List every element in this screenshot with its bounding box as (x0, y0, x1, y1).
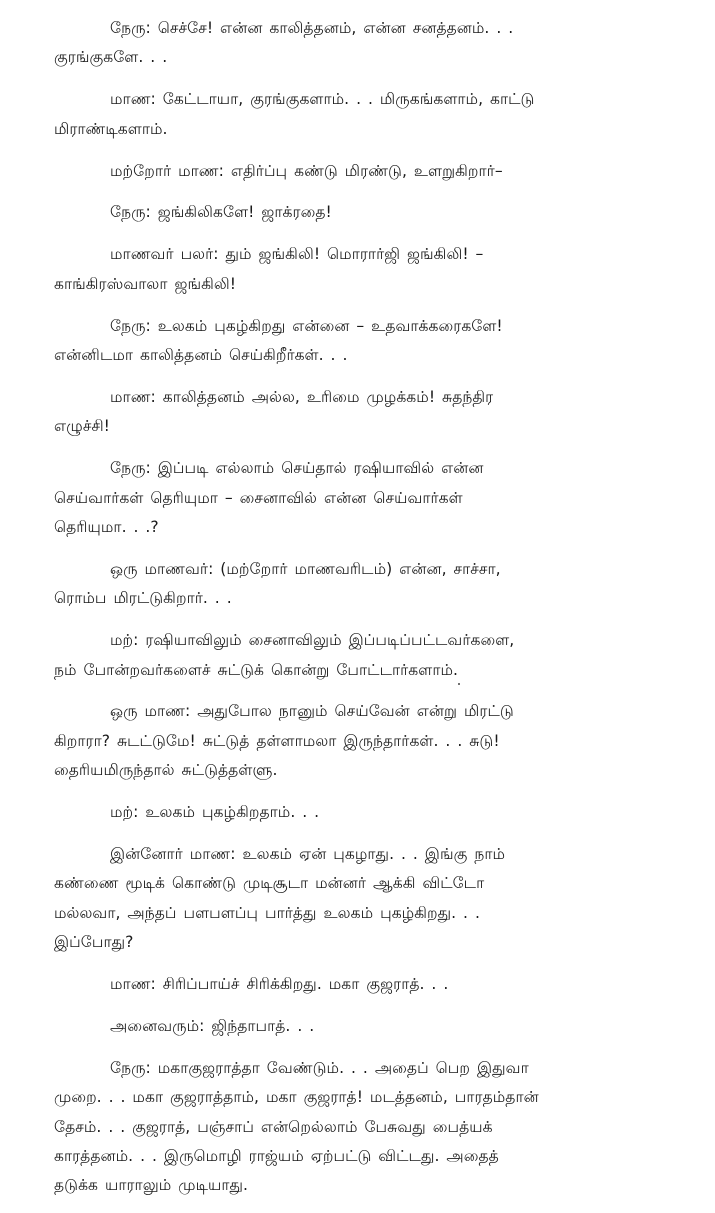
dialogue-paragraph (54, 157, 678, 186)
text-line: மற்: ரஷியாவிலும் சைனாவிலும் இப்படிப்பட்டவர்களை, (110, 631, 515, 650)
text-line: ரொம்ப மிரட்டுகிறார். . . (54, 589, 232, 608)
dialogue-text (54, 14, 678, 1213)
text-line: இன்னோர் மாண: உலகம் ஏன் புகழாது. . . இங்கு நாம் (110, 844, 506, 863)
text-line: தடுக்க யாராலும் முடியாது. (54, 1176, 248, 1195)
dialogue-paragraph (54, 697, 678, 785)
dialogue-paragraph (54, 1012, 678, 1041)
dialogue-paragraph (54, 840, 678, 958)
text-line: மற்றோர் மாண: எதிர்ப்பு கண்டு மிரண்டு, உளறுகிறார்– (110, 161, 503, 180)
text-line: மாண: கேட்டாயா, குரங்குகளாம். . . மிருகங்களாம், காட்டு (110, 90, 535, 109)
text-line: என்னிடமா காலித்தனம் செய்கிறீர்கள். . . (54, 346, 348, 365)
text-line: அனைவரும்: ஜிந்தாபாத். . . (110, 1016, 315, 1035)
text-line: கண்ணை மூடிக் கொண்டு முடிசூடா மன்னர் ஆக்கி விட்டோ (54, 874, 485, 893)
dialogue-paragraph (54, 14, 678, 73)
text-line: எழுச்சி! (54, 417, 110, 436)
text-line: மாண: காலித்தனம் அல்ல, உரிமை முழக்கம்! சுதந்திர (110, 387, 494, 406)
text-line: மல்லவா, அந்தப் பளபளப்பு பார்த்து உலகம் புகழ்கிறது. . . (54, 903, 480, 922)
text-line: நேரு: ஜங்கிலிகளே! ஜாக்ரதை! (110, 203, 332, 222)
text-line: மிராண்டிகளாம். (54, 119, 168, 138)
text-line: நேரு: மகாகுஜராத்தா வேண்டும். . . அதைப் பெற இதுவா (110, 1058, 529, 1077)
dialogue-paragraph (54, 85, 678, 144)
text-line: கிறாரா? சுடட்டுமே! சுட்டுத் தள்ளாமலா இருந்தார்கள். . . சுடு! (54, 731, 500, 750)
dialogue-paragraph (54, 798, 678, 827)
text-line: ஒரு மாணவர்: (மற்றோர் மாணவரிடம்) என்ன, சாச்சா, (110, 559, 501, 578)
text-line: தைரியமிருந்தால் சுட்டுத்தள்ளு. (54, 761, 278, 780)
dialogue-paragraph (54, 970, 678, 999)
text-line: காங்கிரஸ்வாலா ஜங்கிலி! (54, 274, 237, 293)
dialogue-paragraph (54, 1054, 678, 1201)
text-line: தெரியுமா. . .? (54, 517, 159, 536)
text-line: மற்: உலகம் புகழ்கிறதாம். . . (110, 803, 320, 822)
text-line: இப்போது? (54, 933, 134, 952)
text-line: நம் போன்றவர்களைச் சுட்டுக் கொன்று போட்டார்களாம். (54, 660, 458, 679)
dialogue-paragraph (54, 198, 678, 227)
dialogue-paragraph (54, 383, 678, 442)
text-line: குரங்குகளே. . . (54, 48, 168, 67)
text-line: செய்வார்கள் தெரியுமா – சைனாவில் என்ன செய்வார்கள் (54, 488, 463, 507)
text-line: முறை. . . மகா குஜராத்தாம், மகா குஜராத்! மடத்தனம், பாரதம்தான் (54, 1088, 539, 1107)
text-line: நேரு: உலகம் புகழ்கிறது என்னை – உதவாக்கரைகளே! (110, 316, 503, 335)
text-line: நேரு: செச்சே! என்ன காலித்தனம், என்ன சனத்தனம். . . (110, 19, 514, 37)
text-line: தேசம். . . குஜராத், பஞ்சாப் என்றெல்லாம் பேசுவது பைத்யக் (54, 1117, 493, 1136)
dialogue-paragraph (54, 555, 678, 614)
dialogue-paragraph (54, 240, 678, 299)
text-line: ஒரு மாண: அதுபோல நானும் செய்வேன் என்று மிரட்டு (110, 702, 514, 721)
dialogue-paragraph (54, 454, 678, 542)
text-line: நேரு: இப்படி எல்லாம் செய்தால் ரஷியாவில் என்ன (110, 459, 484, 478)
text-line: மாண: சிரிப்பாய்ச் சிரிக்கிறது. மகா குஜராத். . . (110, 975, 449, 994)
text-line: காரத்தனம். . . இருமொழி ராஜ்யம் ஏற்பட்டு விட்டது. அதைத் (54, 1147, 499, 1165)
dialogue-paragraph (54, 626, 678, 685)
text-line: மாணவர் பலர்: தும் ஜங்கிலி! மொரார்ஜி ஜங்கிலி! – (110, 245, 484, 264)
dialogue-paragraph (54, 312, 678, 371)
ink-speck (458, 683, 460, 685)
